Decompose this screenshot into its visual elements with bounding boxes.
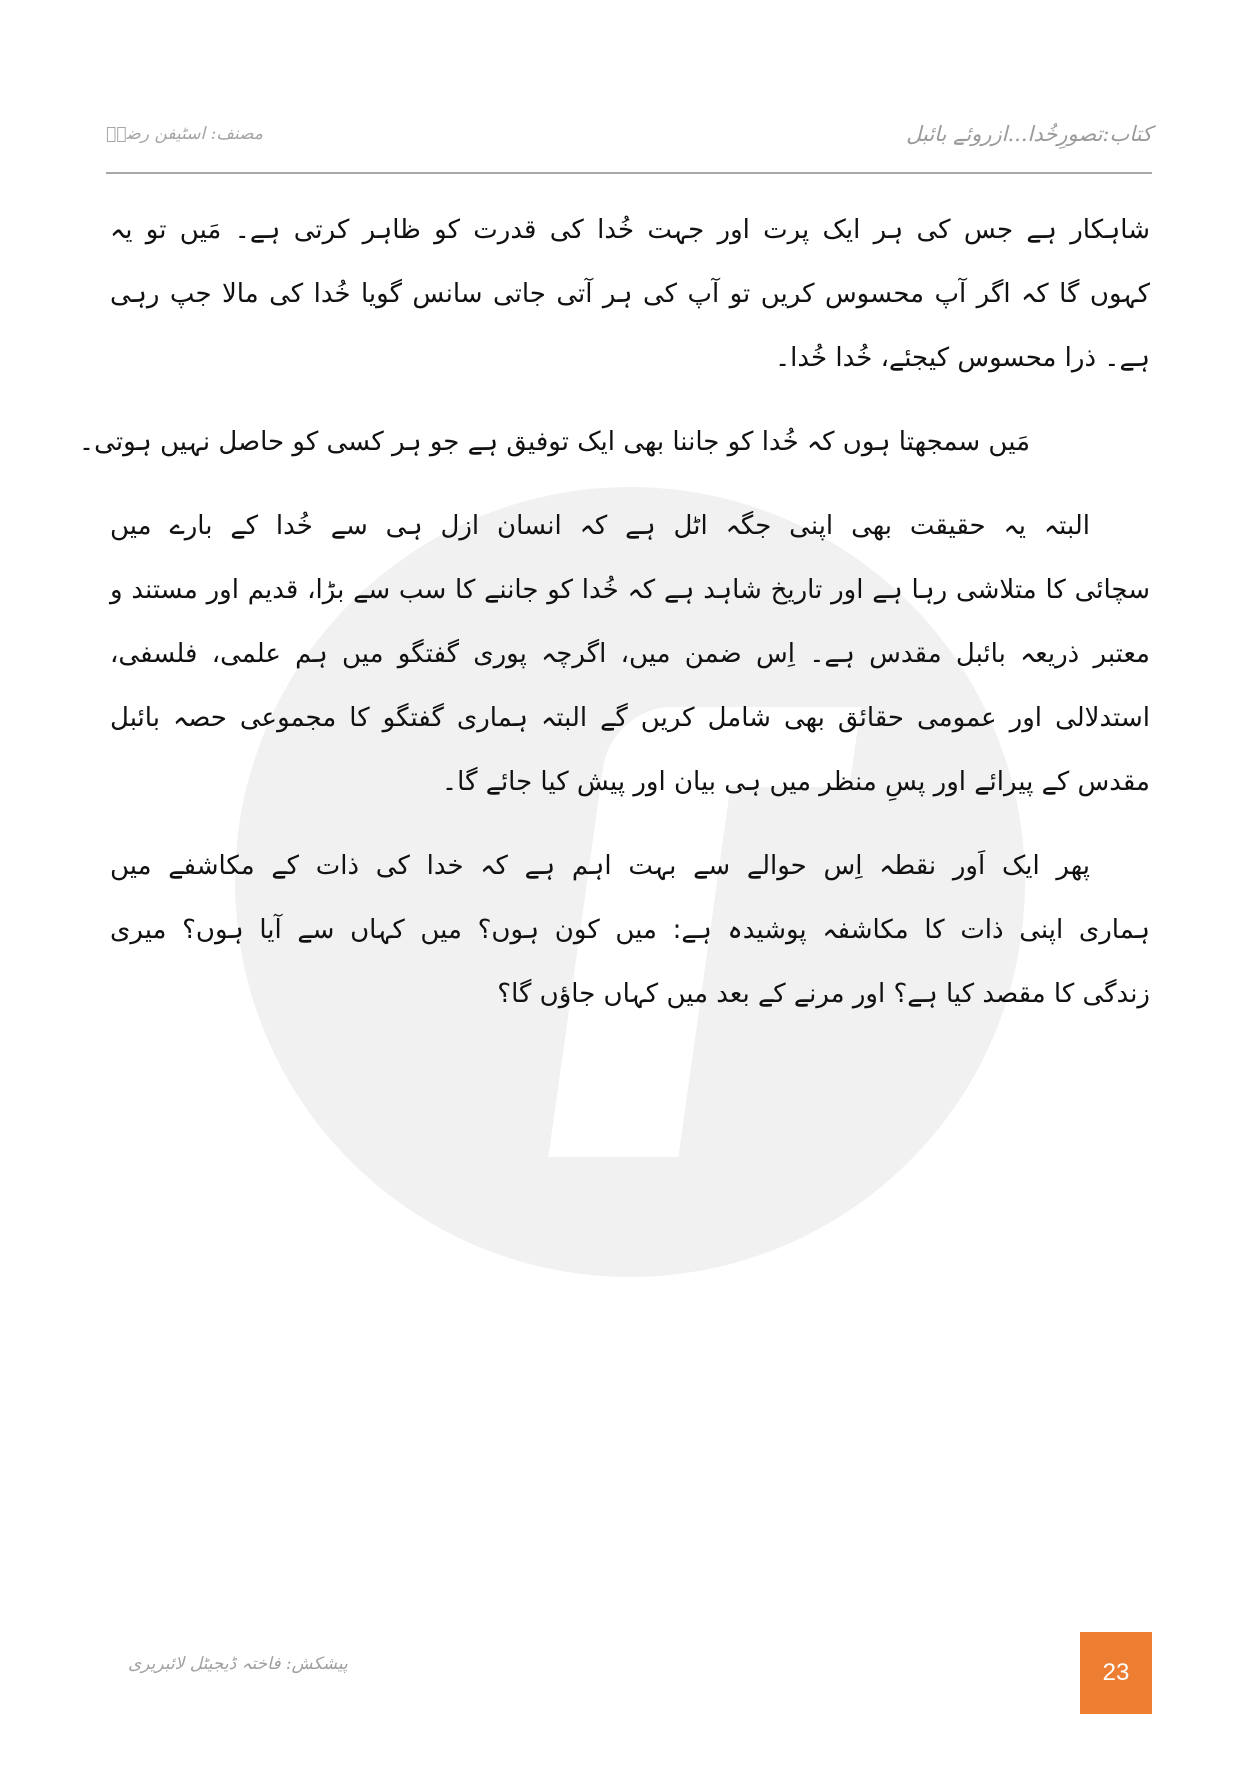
text-line: البتہ یہ حقیقت بھی اپنی جگہ اٹل ہے کہ انسان ازل ہی سے خُدا کے بارے میں <box>110 511 1090 541</box>
text-line: ہے۔ ذرا محسوس کیجئے، خُدا خُدا۔ <box>774 343 1150 373</box>
text-line: ہماری اپنی ذات کا مکاشفہ پوشیدہ ہے: میں کون ہوں؟ میں کہاں سے آیا ہوں؟ میری <box>110 915 1150 945</box>
header-divider <box>106 172 1152 174</box>
paragraph-4 <box>110 834 1150 1026</box>
text-line: مَیں سمجھتا ہوں کہ خُدا کو جاننا بھی ایک توفیق ہے جو ہر کسی کو حاصل نہیں ہوتی۔ <box>78 427 1030 457</box>
page-header <box>106 100 1152 174</box>
paragraph-3 <box>110 494 1150 814</box>
text-line: معتبر ذریعہ بائبل مقدس ہے۔ اِس ضمن میں، اگرچہ پوری گفتگو میں ہم علمی، فلسفی، <box>110 639 1150 669</box>
text-line: مقدس کے پیرائے اور پسِ منظر میں ہی بیان اور پیش کیا جائے گا۔ <box>441 767 1150 797</box>
text-line: سچائی کا متلاشی رہا ہے اور تاریخ شاہد ہے کہ خُدا کو جاننے کا سب سے بڑا، قدیم اور مستند و <box>110 575 1150 605</box>
footer-credit: پیشکش: فاختہ ڈیجیٹل لائبریری <box>128 1654 348 1674</box>
paragraph-2 <box>78 410 1150 474</box>
text-line: استدلالی اور عمومی حقائق بھی شامل کریں گے البتہ ہماری گفتگو کا مجموعی حصہ بائبل <box>110 703 1150 733</box>
text-line: شاہکار ہے جس کی ہر ایک پرت اور جہت خُدا کی قدرت کو ظاہر کرتی ہے۔ مَیں تو یہ <box>110 215 1150 245</box>
page-number-badge <box>1080 1632 1152 1714</box>
paragraph-1 <box>110 198 1150 390</box>
text-line: زندگی کا مقصد کیا ہے؟ اور مرنے کے بعد میں کہاں جاؤں گا؟ <box>497 979 1150 1009</box>
body-text <box>78 198 1150 1046</box>
text-line: کہوں گا کہ اگر آپ محسوس کریں تو آپ کی ہر آتی جاتی سانس گویا خُدا کی مالا جپ رہی <box>110 279 1150 309</box>
book-title: کتاب:تصورِخُدا...ازروئے بائبل <box>906 122 1152 146</box>
page-number: 23 <box>1102 1659 1130 1686</box>
text-line: پھر ایک اَور نقطہ اِس حوالے سے بہت اہم ہے کہ خدا کی ذات کے مکاشفے میں <box>110 851 1090 881</box>
author-name: مصنف: اسٹیفن رضاؔ <box>106 124 263 144</box>
